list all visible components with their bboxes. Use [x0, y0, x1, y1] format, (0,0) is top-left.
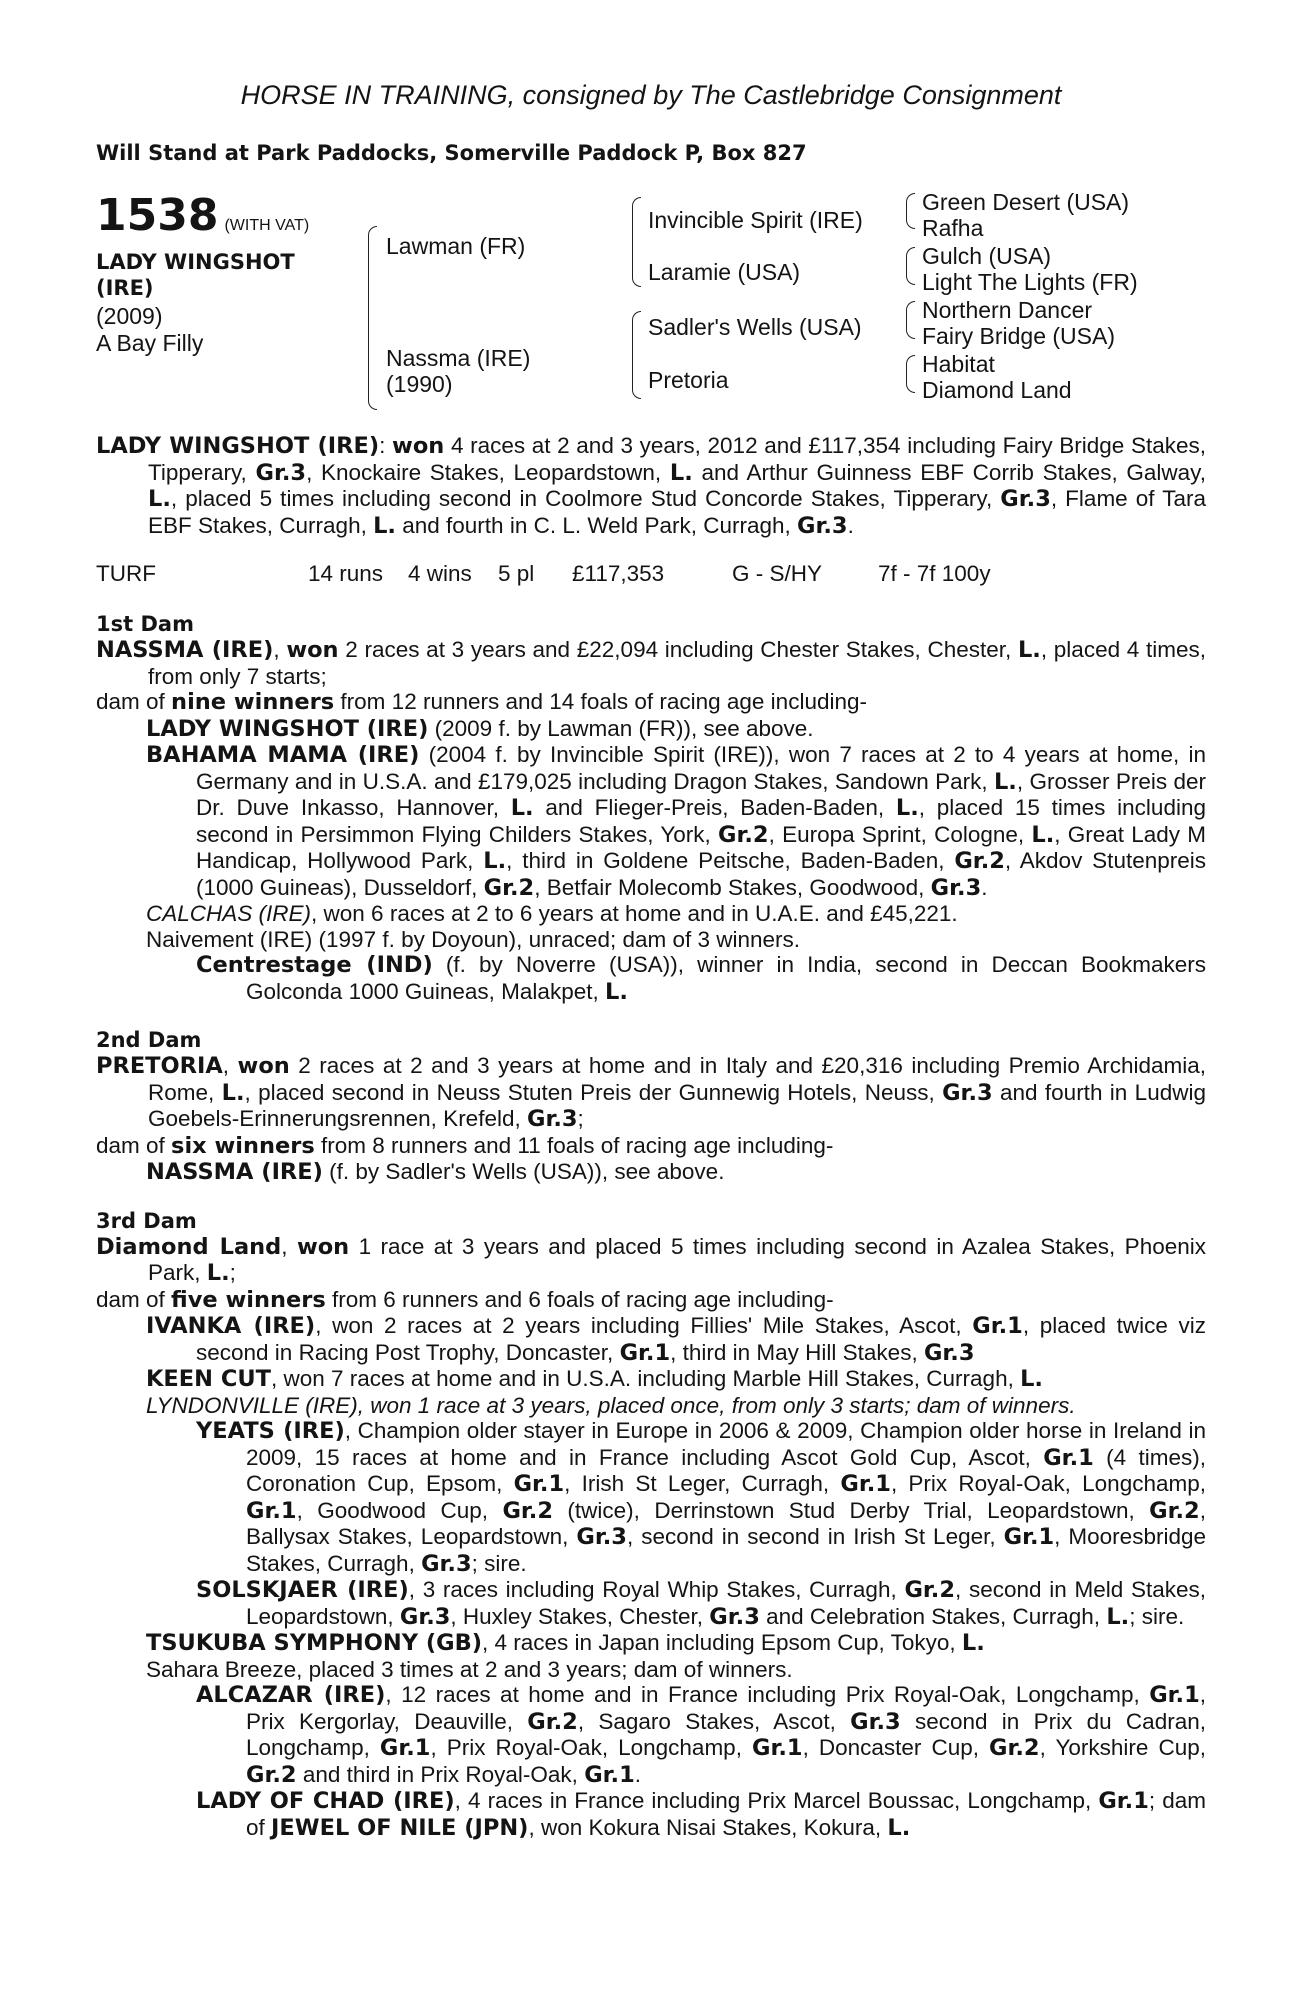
ds-dam: Fairy Bridge (USA)	[922, 323, 1115, 349]
horse-description: A Bay Filly	[96, 330, 204, 356]
dam1-produce-item: CALCHAS (IRE), won 6 races at 2 to 6 years at home and in U.A.E. and £45,221.	[146, 901, 958, 926]
page-header: HORSE IN TRAINING, consigned by The Castlebridge Consignment	[240, 80, 1062, 110]
racing-record	[96, 561, 1206, 589]
dam1-produce-summary: dam of nine winners from 12 runners and 14 foals of racing age including-	[96, 689, 867, 715]
dam3-grand-produce-item: ALCAZAR (IRE), 12 races at home and in France including Prix Royal-Oak, Longchamp, Gr.1, Prix Kergorlay, Deauville, Gr.2, Sagaro Stakes, Ascot, Gr.3 second in Prix du Cadran, Longchamp, Gr.1, Prix Royal-Oak, Longchamp, Gr.1, Doncaster Cup, Gr.2, Yorkshire Cup, Gr.2 and third in Prix Royal-Oak, Gr.1.	[196, 1682, 1207, 1788]
first-dam-heading: 1st Dam	[96, 612, 194, 636]
lot-number: 1538	[96, 190, 219, 241]
dam-dam: Pretoria	[648, 367, 729, 393]
dam2-produce-summary: dam of six winners from 8 runners and 11 foals of racing age including-	[96, 1132, 834, 1159]
catalogue-page	[96, 80, 1206, 1841]
surface: TURF	[96, 561, 156, 586]
dam3-grand-produce-item: YEATS (IRE), Champion older stayer in Europe in 2006 & 2009, Champion older horse in Ireland in 2009, 15 races at home and in France including Ascot Gold Cup, Ascot, Gr.1 (4 times), Coronation Cup, Epsom, Gr.1, Irish St Leger, Curragh, Gr.1, Prix Royal-Oak, Longchamp, Gr.1, Goodwood Cup, Gr.2 (twice), Derrinstown Stud Derby Trial, Leopardstown, Gr.2, Ballysax Stakes, Leopardstown, Gr.3, second in second in Irish St Leger, Gr.1, Mooresbridge Stakes, Curragh, Gr.3; sire.	[196, 1418, 1206, 1577]
dam3-grand-produce-item: LADY OF CHAD (IRE), 4 races in France including Prix Marcel Boussac, Longchamp, Gr.1; dam of JEWEL OF NILE (JPN), won Kokura Nisai Stakes, Kokura, L.	[196, 1788, 1206, 1841]
dam2-produce-item: NASSMA (IRE) (f. by Sadler's Wells (USA)), see above.	[146, 1159, 725, 1185]
going: G - S/HY	[732, 561, 823, 586]
brace-ss	[906, 193, 915, 229]
earnings: £117,353	[572, 561, 665, 586]
horse-name-line1: LADY WINGSHOT	[96, 250, 295, 274]
ds-sire: Northern Dancer	[922, 297, 1093, 323]
dam1-grand-produce-item: Centrestage (IND) (f. by Noverre (USA)), winner in India, second in Deccan Bookmakers Golconda 1000 Guineas, Malakpet, L.	[196, 952, 1206, 1005]
lot-header	[96, 190, 310, 241]
sd-sire: Gulch (USA)	[922, 243, 1052, 269]
brace-sire	[632, 197, 641, 287]
dd-sire: Habitat	[922, 351, 995, 377]
dam3-produce-item: KEEN CUT, won 7 races at home and in U.S.A. including Marble Hill Stakes, Curragh, L.	[146, 1366, 1043, 1392]
vat-label: (WITH VAT)	[224, 217, 310, 234]
dam1-entry: NASSMA (IRE), won 2 races at 3 years and £22,094 including Chester Stakes, Chester, L., placed 4 times, from only 7 starts;	[96, 637, 1206, 689]
race-summary: LADY WINGSHOT (IRE): won 4 races at 2 and 3 years, 2012 and £117,354 including Fairy Bridge Stakes, Tipperary, Gr.3, Knockaire Stakes, Leopardstown, L. and Arthur Guinness EBF Corrib Stakes, Galway, L., placed 5 times including second in Coolmore Stud Concorde Stakes, Tipperary, Gr.3, Flame of Tara EBF Stakes, Curragh, L. and fourth in C. L. Weld Park, Curragh, Gr.3.	[96, 433, 1207, 539]
dam3-produce-summary: dam of five winners from 6 runners and 6 foals of racing age including-	[96, 1286, 834, 1313]
foaling-year: (2009)	[96, 303, 163, 329]
brace-sd	[906, 247, 915, 285]
sire: Lawman (FR)	[386, 233, 526, 259]
dam1-produce-item: Naivement (IRE) (1997 f. by Doyoun), unraced; dam of 3 winners.	[146, 926, 801, 952]
dam-sire: Sadler's Wells (USA)	[648, 314, 862, 340]
dam1-produce-item: BAHAMA MAMA (IRE) (2004 f. by Invincible Spirit (IRE)), won 7 races at 2 to 4 years at home, in Germany and in U.S.A. and £179,025 including Dragon Stakes, Sandown Park, L., Grosser Preis der Dr. Duve Inkasso, Hannover, L. and Flieger-Preis, Baden-Baden, L., placed 15 times including second in Persimmon Flying Childers Stakes, York, Gr.2, Europa Sprint, Cologne, L., Great Lady M Handicap, Hollywood Park, L., third in Goldene Peitsche, Baden-Baden, Gr.2, Akdov Stutenpreis (1000 Guineas), Dusseldorf, Gr.2, Betfair Molecomb Stakes, Goodwood, Gr.3.	[146, 742, 1207, 901]
placed: 5 pl	[498, 561, 535, 586]
dam2-entry: PRETORIA, won 2 races at 2 and 3 years at home and in Italy and £20,316 including Premio Archidamia, Rome, L., placed second in Neuss Stuten Preis der Gunnewig Hotels, Neuss, Gr.3 and fourth in Ludwig Goebels-Erinnerungsrennen, Krefeld, Gr.3;	[96, 1053, 1206, 1132]
wins: 4 wins	[408, 561, 472, 586]
brace-dd	[906, 355, 915, 393]
ss-dam: Rafha	[922, 215, 984, 241]
dam3-produce-item: TSUKUBA SYMPHONY (GB), 4 races in Japan including Epsom Cup, Tokyo, L.	[146, 1630, 985, 1656]
runs: 14 runs	[308, 561, 384, 586]
sire-sire: Invincible Spirit (IRE)	[648, 207, 863, 233]
dam3-produce-item: LYNDONVILLE (IRE), won 1 race at 3 years, placed once, from only 3 starts; dam of winners.	[146, 1392, 1076, 1418]
dam3-produce-item: IVANKA (IRE), won 2 races at 2 years including Fillies' Mile Stakes, Ascot, Gr.1, placed twice viz second in Racing Post Trophy, Doncaster, Gr.1, third in May Hill Stakes, Gr.3	[146, 1313, 1206, 1366]
brace-gen1	[368, 226, 377, 410]
sire-dam: Laramie (USA)	[648, 259, 801, 285]
dam3-produce-item: Sahara Breeze, placed 3 times at 2 and 3 years; dam of winners.	[146, 1656, 793, 1682]
dam: Nassma (IRE)	[386, 345, 531, 371]
dd-dam: Diamond Land	[922, 377, 1072, 403]
dam-year: (1990)	[386, 371, 453, 397]
second-dam-heading: 2nd Dam	[96, 1028, 202, 1052]
horse-name-line2: (IRE)	[96, 276, 154, 300]
brace-ds	[906, 301, 915, 339]
sd-dam: Light The Lights (FR)	[922, 269, 1138, 295]
stand-location: Will Stand at Park Paddocks, Somerville Paddock P, Box 827	[96, 141, 807, 165]
pedigree-table	[96, 191, 1206, 433]
distance: 7f - 7f 100y	[878, 561, 991, 586]
ss-sire: Green Desert (USA)	[922, 189, 1130, 215]
dam3-entry: Diamond Land, won 1 race at 3 years and placed 5 times including second in Azalea Stakes, Phoenix Park, L.;	[96, 1233, 1206, 1286]
third-dam-heading: 3rd Dam	[96, 1208, 197, 1233]
brace-dam	[632, 311, 641, 399]
dam3-grand-produce-item: SOLSKJAER (IRE), 3 races including Royal Whip Stakes, Curragh, Gr.2, second in Meld Stakes, Leopardstown, Gr.3, Huxley Stakes, Chester, Gr.3 and Celebration Stakes, Curragh, L.; sire.	[196, 1577, 1206, 1630]
dam1-produce-item: LADY WINGSHOT (IRE) (2009 f. by Lawman (FR)), see above.	[146, 715, 814, 742]
